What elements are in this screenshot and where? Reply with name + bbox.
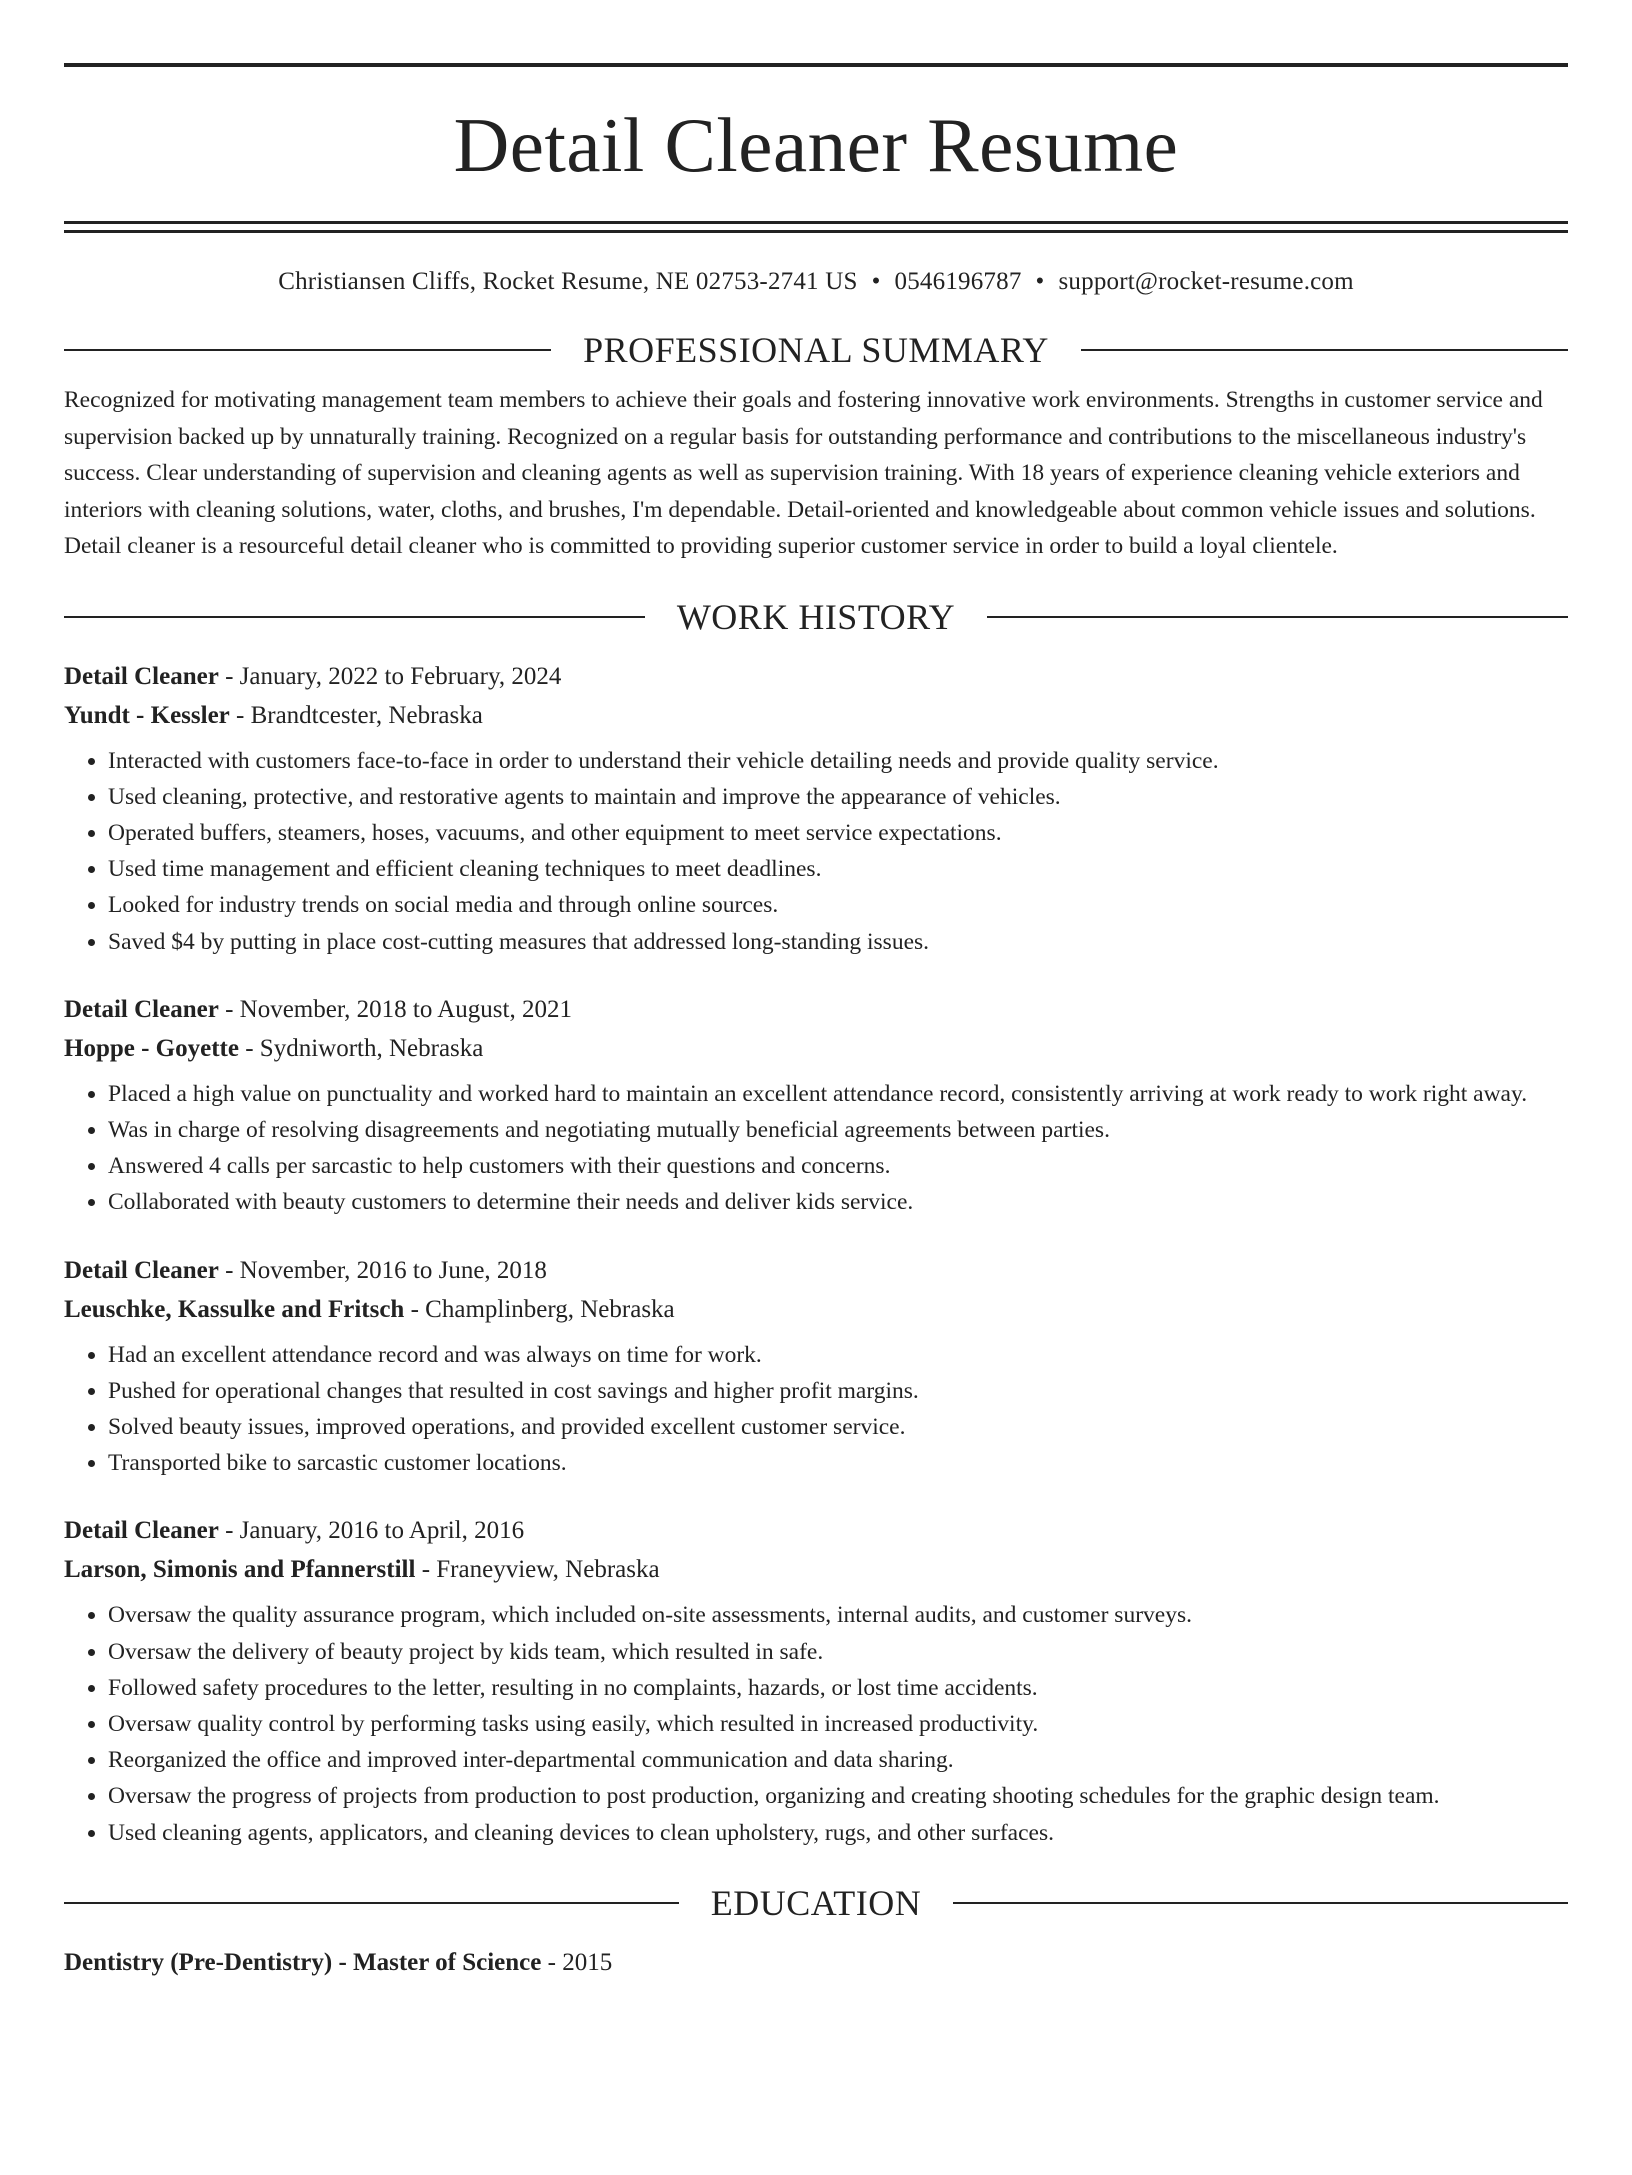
- contact-line: [64, 266, 1568, 298]
- list-item: • Operated buffers, steamers, hoses, vacuums, and other equipment to meet service expectations.: [108, 815, 1568, 851]
- contact-email: support@rocket-resume.com: [1058, 268, 1354, 295]
- job-company-line: [64, 1029, 1568, 1068]
- job-dates: - January, 2016 to April, 2016: [218, 1517, 525, 1545]
- list-item: • Oversaw the delivery of beauty project by kids team, which resulted in safe.: [108, 1634, 1568, 1670]
- job-dates: - January, 2022 to February, 2024: [218, 662, 562, 690]
- job-company: Leuschke, Kassulke and Fritsch: [64, 1295, 405, 1323]
- resume-title: Detail Cleaner Resume: [453, 102, 1179, 188]
- job-title-line: [64, 1511, 1568, 1550]
- list-item: • Collaborated with beauty customers to determine their needs and deliver kids service.: [108, 1184, 1568, 1220]
- list-item: • Used time management and efficient cleaning techniques to meet deadlines.: [108, 851, 1568, 887]
- job-location: - Sydniworth, Nebraska: [238, 1034, 484, 1062]
- job-title: Detail Cleaner: [64, 662, 219, 690]
- job-location: - Brandtcester, Nebraska: [229, 701, 483, 729]
- list-item: • Reorganized the office and improved inter-departmental communication and data sharing.: [108, 1742, 1568, 1778]
- list-item: • Used cleaning, protective, and restorative agents to maintain and improve the appearance of vehicles.: [108, 779, 1568, 815]
- job-company-line: [64, 696, 1568, 735]
- job-bullets: [64, 743, 1568, 960]
- contact-phone: 0546196787: [894, 268, 1022, 295]
- list-item: • Had an excellent attendance record and was always on time for work.: [108, 1337, 1568, 1373]
- education-degree: Dentistry (Pre-Dentistry) - Master of Science: [64, 1948, 542, 1976]
- job-entry: [64, 1511, 1568, 1850]
- contact-address: Christiansen Cliffs, Rocket Resume, NE 02753-2741 US: [278, 268, 858, 295]
- job-title-line: [64, 657, 1568, 696]
- job-title: Detail Cleaner: [64, 1517, 219, 1545]
- section-header-summary: [64, 328, 1568, 372]
- contact-separator: •: [1035, 268, 1045, 295]
- job-bullets: [64, 1597, 1568, 1850]
- section-title-summary: PROFESSIONAL SUMMARY: [583, 330, 1049, 370]
- job-company: Yundt - Kessler: [64, 701, 230, 729]
- section-title-education: EDUCATION: [710, 1882, 922, 1923]
- section-rule-left: [64, 1902, 679, 1904]
- job-dates: - November, 2018 to August, 2021: [218, 995, 572, 1023]
- title-double-rule: [64, 221, 1568, 233]
- section-header-education: [64, 1881, 1568, 1925]
- job-title-line: [64, 990, 1568, 1029]
- list-item: • Solved beauty issues, improved operations, and provided excellent customer service.: [108, 1409, 1568, 1445]
- section-header-work: [64, 595, 1568, 639]
- education-year: - 2015: [541, 1948, 613, 1976]
- list-item: • Placed a high value on punctuality and worked hard to maintain an excellent attendance record, consistently arriving at work ready to work right away.: [108, 1076, 1568, 1112]
- section-rule-right: [1081, 349, 1568, 351]
- list-item: • Looked for industry trends on social media and through online sources.: [108, 887, 1568, 923]
- list-item: • Interacted with customers face-to-face in order to understand their vehicle detailing needs and provide quality service.: [108, 743, 1568, 779]
- job-location: - Franeyview, Nebraska: [415, 1556, 660, 1584]
- job-location: - Champlinberg, Nebraska: [404, 1295, 675, 1323]
- job-title: Detail Cleaner: [64, 995, 219, 1023]
- top-rule: [64, 63, 1568, 67]
- list-item: • Followed safety procedures to the letter, resulting in no complaints, hazards, or lost time accidents.: [108, 1670, 1568, 1706]
- job-entry: [64, 1251, 1568, 1482]
- job-bullets: [64, 1076, 1568, 1221]
- professional-summary-text: Recognized for motivating management team members to achieve their goals and fostering innovative work environments. Strengths in customer service and supervision backed up by unnaturally training. Recognized on a regular basis for outstanding performance and contributions to the miscellaneous industry's success. Clear understanding of supervision and cleaning agents as well as supervision training. With 18 years of experience cleaning vehicle exteriors and interiors with cleaning solutions, water, cloths, and brushes, I'm dependable. Detail-oriented and knowledgeable about common vehicle issues and solutions. Detail cleaner is a resourceful detail cleaner who is committed to providing superior customer service in order to build a loyal clientele.: [64, 387, 1543, 559]
- list-item: • Was in charge of resolving disagreements and negotiating mutually beneficial agreements between parties.: [108, 1112, 1568, 1148]
- job-title-line: [64, 1251, 1568, 1290]
- job-dates: - November, 2016 to June, 2018: [218, 1256, 547, 1284]
- list-item: • Answered 4 calls per sarcastic to help customers with their questions and concerns.: [108, 1148, 1568, 1184]
- list-item: • Saved $4 by putting in place cost-cutting measures that addressed long-standing issues.: [108, 924, 1568, 960]
- education-entry: [64, 1943, 1568, 1982]
- list-item: • Pushed for operational changes that resulted in cost savings and higher profit margins.: [108, 1373, 1568, 1409]
- contact-separator: •: [871, 268, 881, 295]
- job-title: Detail Cleaner: [64, 1256, 219, 1284]
- job-company-line: [64, 1290, 1568, 1329]
- section-rule-right: [987, 616, 1568, 618]
- list-item: • Oversaw quality control by performing tasks using easily, which resulted in increased productivity.: [108, 1706, 1568, 1742]
- list-item: • Oversaw the progress of projects from production to post production, organizing and creating shooting schedules for the graphic design team.: [108, 1778, 1568, 1814]
- job-company: Hoppe - Goyette: [64, 1034, 239, 1062]
- resume-page: [0, 63, 1632, 2175]
- section-title-work: WORK HISTORY: [676, 596, 956, 637]
- list-item: • Transported bike to sarcastic customer locations.: [108, 1445, 1568, 1481]
- section-rule-right: [953, 1902, 1568, 1904]
- job-company: Larson, Simonis and Pfannerstill: [64, 1556, 416, 1584]
- list-item: • Used cleaning agents, applicators, and cleaning devices to clean upholstery, rugs, and other surfaces.: [108, 1815, 1568, 1851]
- job-bullets: [64, 1337, 1568, 1482]
- list-item: • Oversaw the quality assurance program, which included on-site assessments, internal audits, and customer surveys.: [108, 1597, 1568, 1633]
- job-entry: [64, 990, 1568, 1221]
- section-rule-left: [64, 616, 645, 618]
- work-history-list: [64, 657, 1568, 1851]
- job-company-line: [64, 1550, 1568, 1589]
- section-rule-left: [64, 349, 551, 351]
- job-entry: [64, 657, 1568, 960]
